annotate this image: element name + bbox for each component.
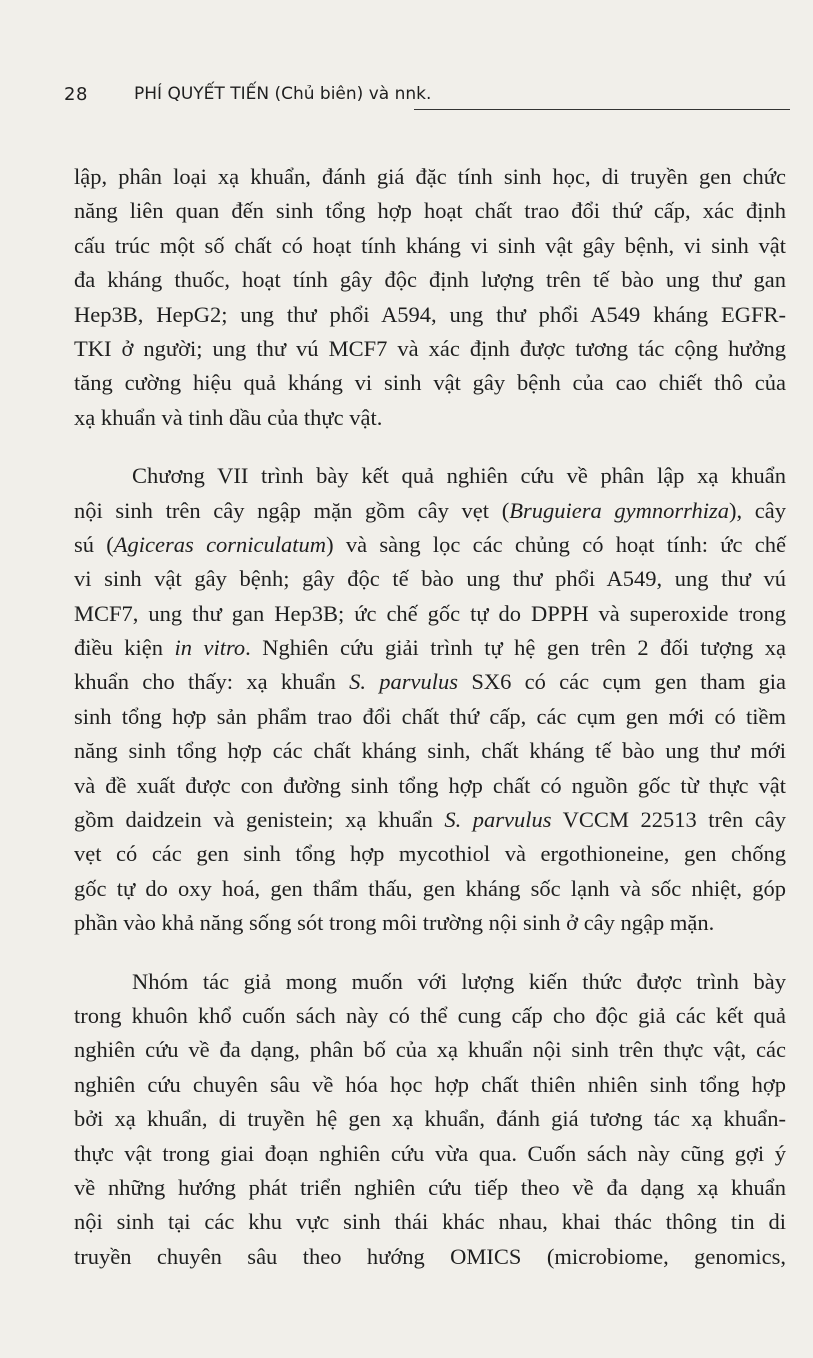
running-head: PHÍ QUYẾT TIẾN (Chủ biên) và nnk. [134, 84, 432, 104]
text-line: năng sinh tổng hợp các chất kháng sinh, chất kháng tế bào ung thư mới [74, 738, 786, 764]
text-line: trong khuôn khổ cuốn sách này có thể cung cấp cho độc giả các kết quả [74, 1002, 786, 1028]
text-line: về những hướng phát triển nghiên cứu tiếp theo về đa dạng xạ khuẩn [74, 1174, 786, 1200]
text-line: cấu trúc một số chất có hoạt tính kháng vi sinh vật gây bệnh, vi sinh vật [74, 232, 786, 258]
text-line: năng liên quan đến sinh tổng hợp hoạt chất trao đổi thứ cấp, xác định [74, 198, 786, 224]
page-number: 28 [64, 84, 88, 105]
text-line: nội sinh tại các khu vực sinh thái khác nhau, khai thác thông tin di [74, 1209, 786, 1235]
text-line: sú (Agiceras corniculatum) và sàng lọc các chủng có hoạt tính: ức chế [74, 531, 787, 557]
text-line: sinh tổng hợp sản phẩm trao đổi chất thứ cấp, các cụm gen mới có tiềm [74, 703, 786, 729]
paragraph-3 [74, 965, 786, 1275]
text-line: thực vật trong giai đoạn nghiên cứu vừa qua. Cuốn sách này cũng gợi ý [74, 1140, 786, 1166]
text-line: phần vào khả năng sống sót trong môi trường nội sinh ở cây ngập mặn. [74, 910, 715, 936]
paragraph-1 [74, 160, 786, 435]
text-line: nội sinh trên cây ngập mặn gồm cây vẹt (Bruguiera gymnorrhiza), cây [74, 497, 786, 523]
text-line: tăng cường hiệu quả kháng vi sinh vật gây bệnh của cao chiết thô của [74, 370, 786, 396]
text-line: MCF7, ung thư gan Hep3B; ức chế gốc tự do DPPH và superoxide trong [74, 600, 786, 626]
text-line: nghiên cứu chuyên sâu về hóa học hợp chất thiên nhiên sinh tổng hợp [74, 1071, 786, 1097]
paragraph-2 [74, 459, 786, 940]
text-line: vẹt có các gen sinh tổng hợp mycothiol và ergothioneine, gen chống [74, 841, 786, 867]
text-line: và đề xuất được con đường sinh tổng hợp chất có nguồn gốc từ thực vật [74, 772, 786, 798]
header-rule [414, 109, 790, 110]
text-line: bởi xạ khuẩn, di truyền hệ gen xạ khuẩn, đánh giá tương tác xạ khuẩn- [74, 1106, 786, 1132]
text-line: xạ khuẩn và tinh dầu của thực vật. [74, 404, 383, 430]
text-line: Chương VII trình bày kết quả nghiên cứu về phân lập xạ khuẩn [132, 463, 786, 489]
text-line: lập, phân loại xạ khuẩn, đánh giá đặc tính sinh học, di truyền gen chức [74, 164, 786, 189]
text-line: gốc tự do oxy hoá, gen thẩm thấu, gen kháng sốc lạnh và sốc nhiệt, góp [74, 875, 786, 901]
text-line: Nhóm tác giả mong muốn với lượng kiến thức được trình bày [132, 968, 786, 994]
text-line: đa kháng thuốc, hoạt tính gây độc định lượng trên tế bào ung thư gan [74, 267, 786, 293]
page-header [64, 84, 790, 120]
text-line: gồm daidzein và genistein; xạ khuẩn S. parvulus VCCM 22513 trên cây [74, 807, 786, 833]
body-text [74, 160, 786, 1274]
text-line: vi sinh vật gây bệnh; gây độc tế bào ung thư phổi A549, ung thư vú [74, 566, 786, 592]
text-line: khuẩn cho thấy: xạ khuẩn S. parvulus SX6 có các cụm gen tham gia [74, 669, 786, 695]
text-line: nghiên cứu về đa dạng, phân bố của xạ khuẩn nội sinh trên thực vật, các [74, 1037, 786, 1063]
text-line: truyền chuyên sâu theo hướng OMICS (microbiome, genomics, [74, 1243, 786, 1269]
text-line: TKI ở người; ung thư vú MCF7 và xác định được tương tác cộng hưởng [74, 335, 786, 361]
text-line: điều kiện in vitro. Nghiên cứu giải trình tự hệ gen trên 2 đối tượng xạ [74, 635, 786, 661]
text-line: Hep3B, HepG2; ung thư phổi A594, ung thư phổi A549 kháng EGFR- [74, 301, 786, 327]
